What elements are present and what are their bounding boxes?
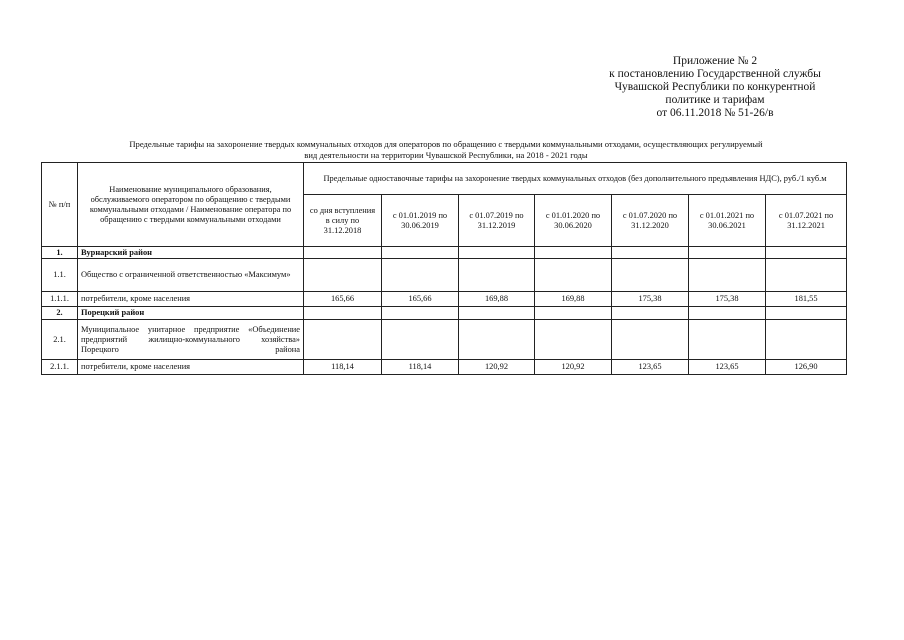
row-value	[766, 320, 847, 360]
row-value	[535, 247, 612, 259]
header-period: с 01.01.2021 по 30.06.2021	[689, 195, 766, 247]
row-value	[459, 247, 535, 259]
row-name: Муниципальное унитарное предприятие «Объединение предприятий жилищно-коммунального хозяйства» Порецкого района	[78, 320, 304, 360]
table-row	[42, 259, 847, 292]
row-value	[459, 307, 535, 320]
table-header-row	[42, 163, 847, 195]
appendix-line: политике и тарифам	[665, 94, 765, 106]
row-value	[612, 320, 689, 360]
row-value: 169,88	[459, 292, 535, 307]
row-value	[304, 247, 382, 259]
row-value: 169,88	[535, 292, 612, 307]
row-value	[689, 320, 766, 360]
row-value	[766, 307, 847, 320]
row-value	[459, 259, 535, 292]
row-value	[459, 320, 535, 360]
row-value: 181,55	[766, 292, 847, 307]
row-value	[304, 307, 382, 320]
row-value	[535, 307, 612, 320]
row-value: 175,38	[689, 292, 766, 307]
table-row	[42, 307, 847, 320]
row-number: 1.1.	[42, 259, 78, 292]
row-value	[535, 320, 612, 360]
row-value: 175,38	[612, 292, 689, 307]
row-value	[766, 247, 847, 259]
appendix-header	[590, 55, 840, 120]
row-number: 2.1.1.	[42, 360, 78, 375]
header-name: Наименование муниципального образования, обслуживаемого оператором по обращению с твердыми коммунальными отходами / Наименование оператора по обращению с твердыми коммунальными отходами	[78, 163, 304, 247]
row-name: потребители, кроме населения	[78, 360, 304, 375]
table-row	[42, 320, 847, 360]
appendix-line: Приложение № 2	[672, 55, 758, 67]
table-row	[42, 247, 847, 259]
appendix-line: Чувашской Республики по конкурентной	[614, 81, 816, 93]
row-value: 118,14	[304, 360, 382, 375]
row-value	[535, 259, 612, 292]
appendix-line: от 06.11.2018 № 51-26/в	[656, 107, 774, 119]
tariff-table	[41, 162, 847, 375]
row-value	[612, 307, 689, 320]
header-period: с 01.01.2019 по 30.06.2019	[382, 195, 459, 247]
header-period: с 01.01.2020 по 30.06.2020	[535, 195, 612, 247]
row-name: Порецкий район	[78, 307, 304, 320]
header-tariffs: Предельные одноставочные тарифы на захоронение твердых коммунальных отходов (без дополнительного предъявления НДС), руб./1 куб.м	[304, 163, 847, 195]
document-title	[46, 139, 846, 160]
row-value	[766, 259, 847, 292]
row-value: 165,66	[304, 292, 382, 307]
row-value	[612, 259, 689, 292]
row-number: 1.	[42, 247, 78, 259]
row-value	[304, 320, 382, 360]
row-name: Вурнарский район	[78, 247, 304, 259]
row-value: 118,14	[382, 360, 459, 375]
row-value	[382, 259, 459, 292]
row-number: 2.1.	[42, 320, 78, 360]
row-value	[689, 247, 766, 259]
row-name: потребители, кроме населения	[78, 292, 304, 307]
row-value	[382, 307, 459, 320]
row-name: Общество с ограниченной ответственностью «Максимум»	[78, 259, 304, 292]
header-number: № п/п	[42, 163, 78, 247]
row-value: 120,92	[459, 360, 535, 375]
header-period: с 01.07.2019 по 31.12.2019	[459, 195, 535, 247]
row-value	[382, 320, 459, 360]
header-period: со дня вступления в силу по 31.12.2018	[304, 195, 382, 247]
table-row	[42, 292, 847, 307]
row-number: 1.1.1.	[42, 292, 78, 307]
row-value: 165,66	[382, 292, 459, 307]
row-value	[382, 247, 459, 259]
row-value	[304, 259, 382, 292]
row-value: 120,92	[535, 360, 612, 375]
row-value	[612, 247, 689, 259]
row-value	[689, 307, 766, 320]
appendix-line: к постановлению Государственной службы	[609, 68, 821, 80]
header-period: с 01.07.2020 по 31.12.2020	[612, 195, 689, 247]
table-row	[42, 360, 847, 375]
row-number: 2.	[42, 307, 78, 320]
row-value: 123,65	[612, 360, 689, 375]
row-value: 123,65	[689, 360, 766, 375]
header-period: с 01.07.2021 по 31.12.2021	[766, 195, 847, 247]
document-title-line: Предельные тарифы на захоронение твердых коммунальных отходов для операторов по обращению с твердыми коммунальными отходами, осуществляющих регулируемый	[129, 139, 763, 149]
row-value: 126,90	[766, 360, 847, 375]
row-value	[689, 259, 766, 292]
document-title-line: вид деятельности на территории Чувашской Республики, на 2018 - 2021 годы	[304, 149, 588, 160]
